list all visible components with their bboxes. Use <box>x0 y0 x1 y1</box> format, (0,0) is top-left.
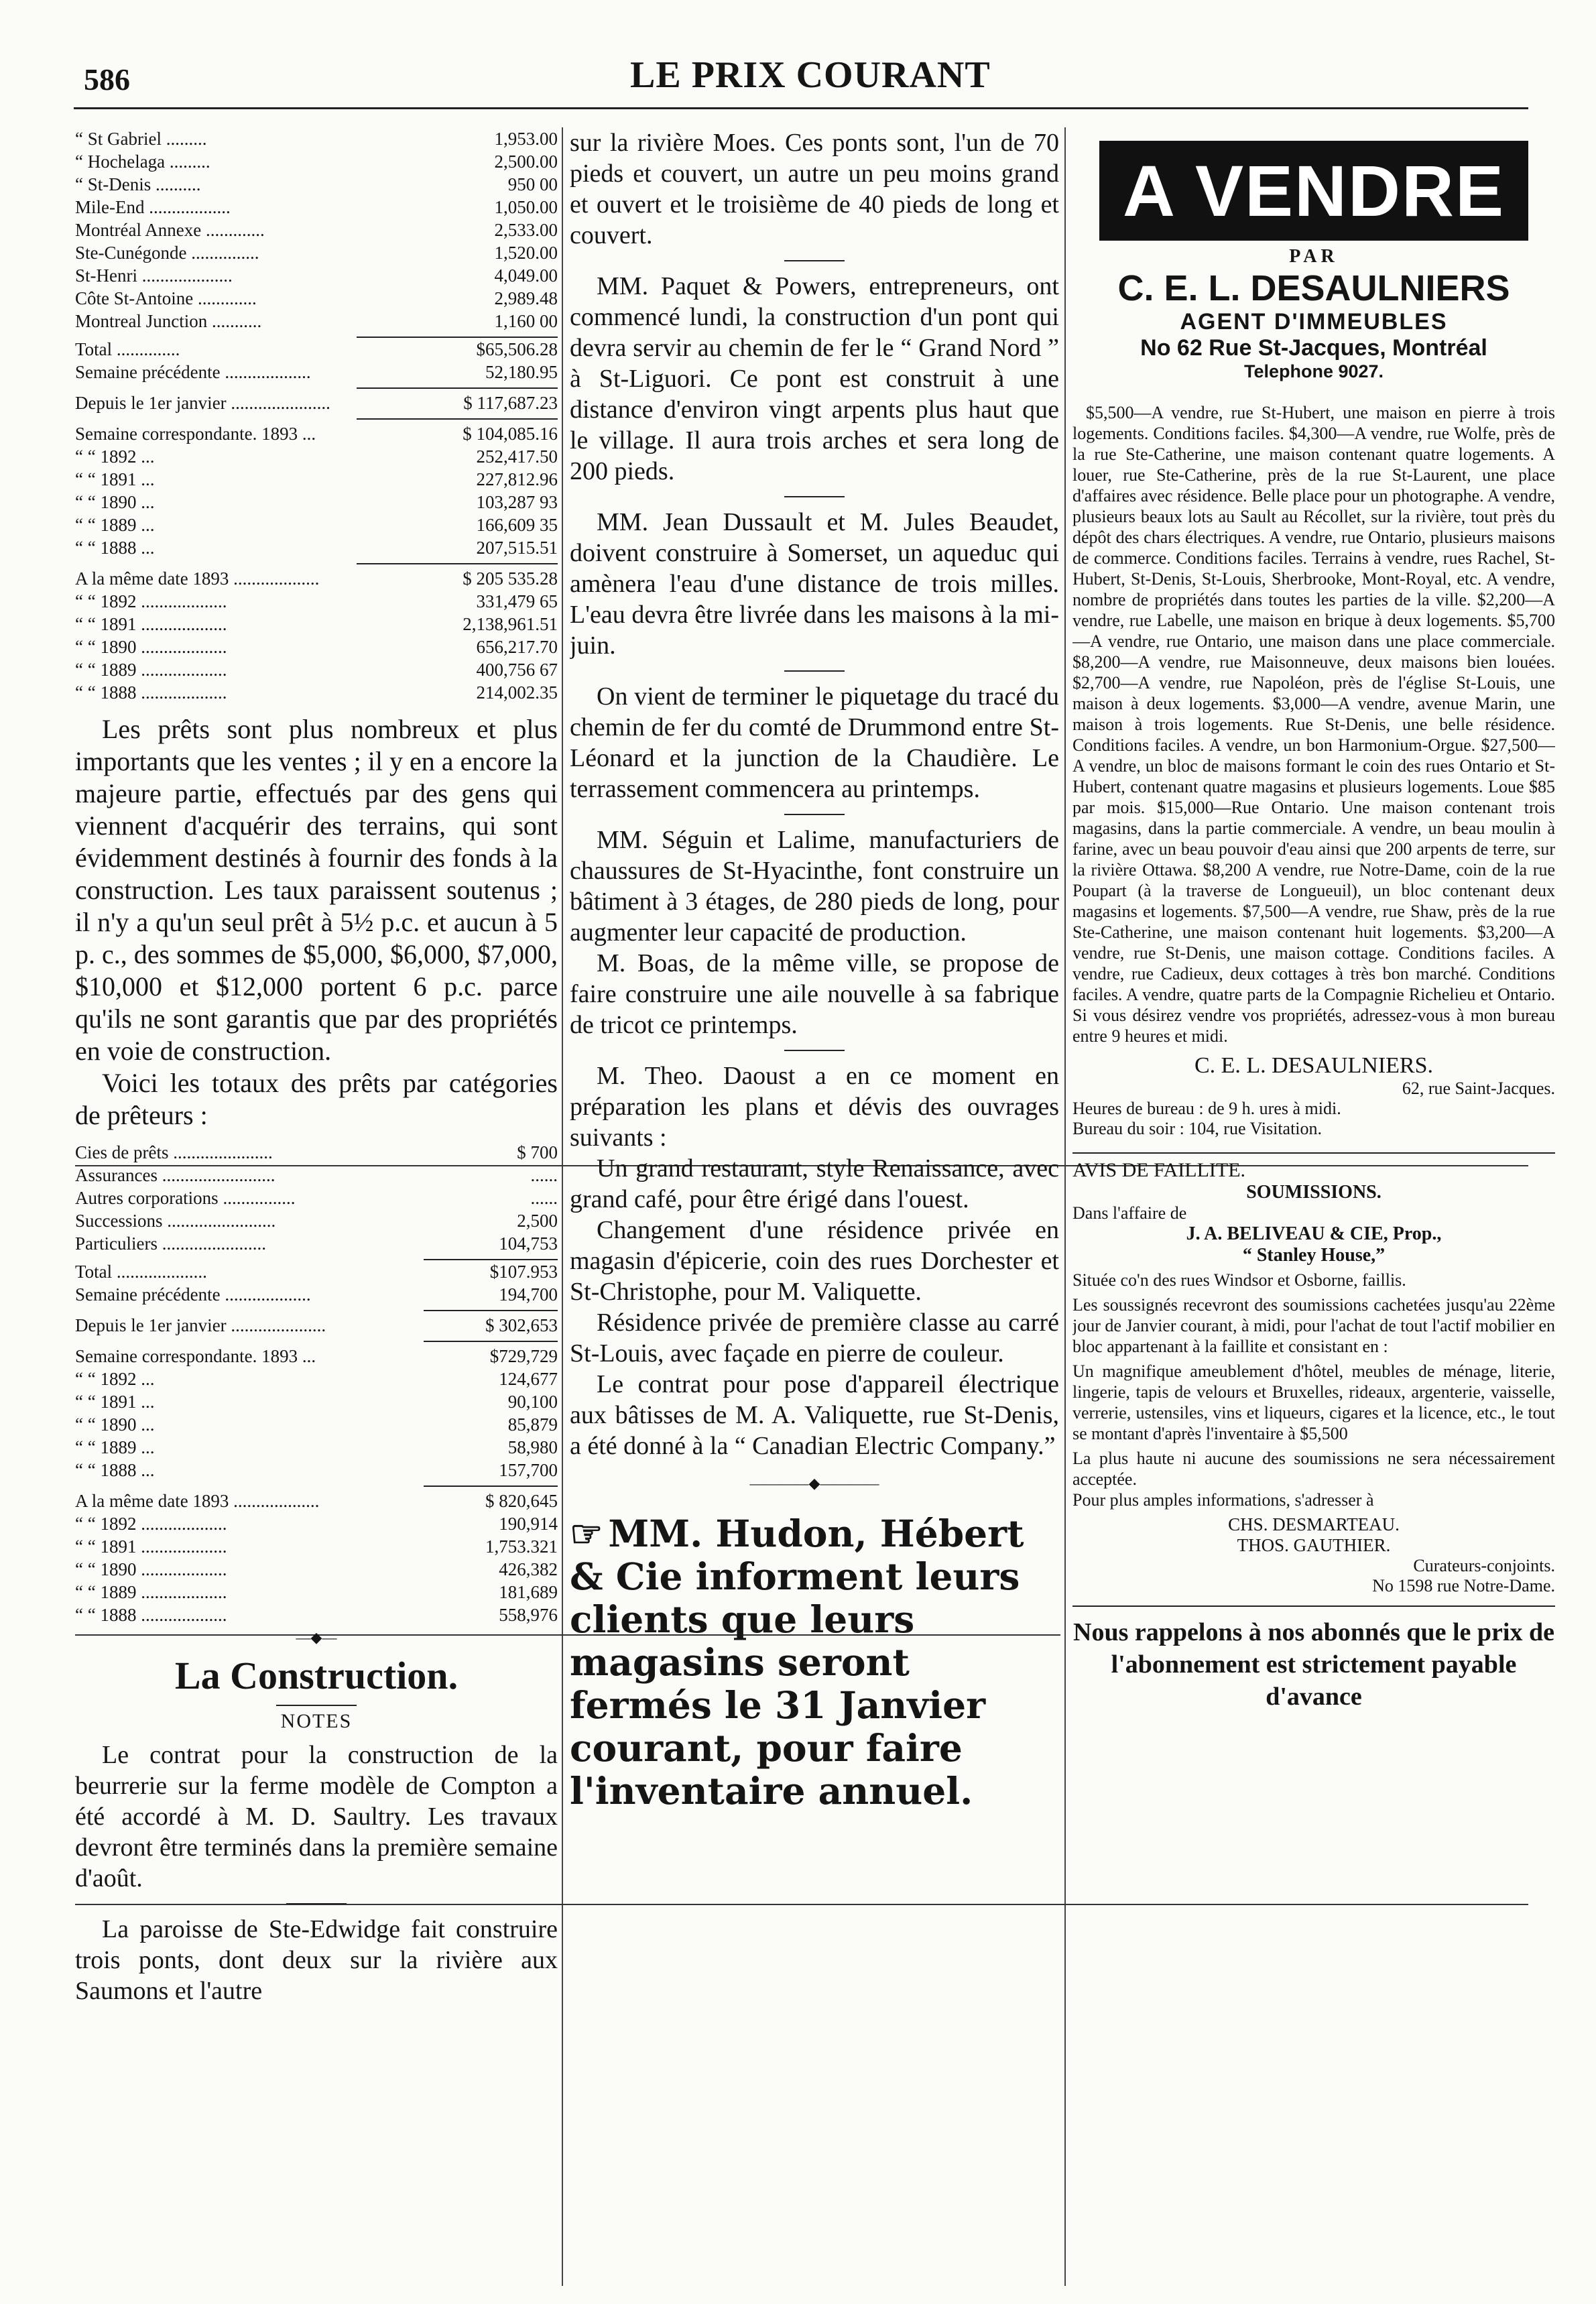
loan-same-value: 558,976 <box>499 1605 558 1625</box>
loan-corr-label: “ “ 1890 ... <box>75 1414 155 1435</box>
sales-corresponding <box>75 422 558 559</box>
par-label: PAR <box>1289 246 1339 267</box>
loan-corr-label: “ “ 1888 ... <box>75 1460 155 1480</box>
sales-table <box>75 127 558 332</box>
ornament: ―◆― <box>296 1629 337 1646</box>
loan-same-row <box>75 1603 558 1626</box>
loan-same-value: 1,753.321 <box>485 1536 558 1557</box>
sale-row <box>75 150 558 173</box>
note-daoust: M. Theo. Daoust a en ce moment en préparation les plans et dévis des ouvrages suivants : <box>570 1062 1059 1152</box>
divider <box>276 1705 357 1706</box>
loan-same-label: “ “ 1892 ................... <box>75 1514 227 1534</box>
loan-corr-value: 124,677 <box>499 1369 558 1389</box>
note-drummond: On vient de terminer le piquetage du tracé du chemin de fer du comté de Drummond entre St-Léonard et la junction de la Chaudière. Le terrassement commencera au printemps. <box>570 682 1059 803</box>
sales-total: Total .............. $65,506.28 <box>75 339 558 359</box>
loan-corr-value: 90,100 <box>507 1392 558 1412</box>
loan-same-value: $ 820,645 <box>485 1491 558 1511</box>
note-restaurant: Un grand restaurant, style Renaissance, avec grand café, pour être érigé dans l'ouest. <box>570 1154 1059 1213</box>
loan-corr-row <box>75 1368 558 1390</box>
soumissions-label: SOUMISSIONS. <box>1246 1182 1382 1203</box>
loans-paragraph: Les prêts sont plus nombreux et plus importants que les ventes ; il y en a encore la majeure partie, effectués par des gens qui viennent d'acquérir des terrains, qui sont évidemment destinés à fournir des fonds à la construction. Les taux paraissent soutenus ; il n'y a qu'un seul prêt à 5½ p.c. et aucun à 5 p. c., des sommes de $5,000, $6,000, $7,000, $10,000 et $12,000 portent 6 p.c. parce qu'ils ne sont garantis que par des propriétés en voie de construction. <box>75 714 558 1066</box>
curator-1: CHS. DESMARTEAU. <box>1228 1514 1400 1534</box>
note-ponts: La paroisse de Ste-Edwidge fait construire trois ponts, dont deux sur la rivière aux Saumons et l'autre <box>75 1915 558 2005</box>
avis-faillite: AVIS DE FAILLITE. <box>1072 1159 1246 1181</box>
note-seguin: MM. Séguin et Lalime, manufacturiers de chaussures de St-Hyacinthe, font construire un bâtiment à 3 étages, de 280 pieds de long, pour augmenter leur capacité de production. <box>570 826 1059 947</box>
a-vendre-banner: A VENDRE <box>1099 141 1528 241</box>
sale-same-value: 2,138,961.51 <box>463 614 558 634</box>
sale-same-row <box>75 590 558 613</box>
sale-row <box>75 241 558 264</box>
loan-value: $ 700 <box>517 1142 558 1162</box>
separator <box>784 260 845 261</box>
loans-prev: Semaine précédente ................... 194,700 <box>75 1284 558 1305</box>
column-2 <box>570 127 1059 2291</box>
column-1 <box>75 127 558 2291</box>
header-rule <box>74 107 1528 109</box>
sale-corr-label: “ “ 1888 ... <box>75 538 155 558</box>
sale-corr-value: 103,287 93 <box>476 492 558 512</box>
sale-label: Montréal Annexe ............. <box>75 220 265 240</box>
sales-same-date <box>75 567 558 704</box>
separator <box>784 670 845 672</box>
sale-same-value: $ 205 535.28 <box>463 568 558 589</box>
loan-corr-value: 85,879 <box>507 1414 558 1435</box>
sale-corr-row <box>75 513 558 536</box>
sale-same-label: “ “ 1892 ................... <box>75 591 227 611</box>
column-3 <box>1072 127 1555 2291</box>
loans-corresponding <box>75 1345 558 1481</box>
sale-value: 1,953.00 <box>494 129 558 149</box>
loan-label: Successions ........................ <box>75 1211 276 1231</box>
loan-corr-row <box>75 1459 558 1481</box>
firm-name: J. A. BELIVEAU & CIE, Prop., <box>1186 1223 1442 1244</box>
loan-corr-row <box>75 1345 558 1368</box>
loan-corr-label: “ “ 1892 ... <box>75 1369 155 1389</box>
sale-same-value: 214,002.35 <box>476 682 558 703</box>
sale-corr-value: 252,417.50 <box>476 446 558 467</box>
sale-label: “ St-Denis .......... <box>75 174 201 194</box>
page-number: 586 <box>84 62 130 97</box>
sale-row <box>75 196 558 219</box>
curator-2: THOS. GAUTHIER. <box>1237 1535 1391 1555</box>
sale-value: 950 00 <box>507 174 558 194</box>
affaire-label: Dans l'affaire de <box>1072 1203 1187 1223</box>
sale-label: Mile-End .................. <box>75 197 231 217</box>
listings: $5,500—A vendre, rue St-Hubert, une maison en pierre à trois logements. Conditions faciles. $4,300—A vendre, rue Wolfe, près de la rue Ste-Catherine, une maison contenant quatre logements. A louer, rue Ste-Catherine, près de la rue St-Laurent, une place d'affaires avec résidence. Belle place pour un photographe. A vendre, plusieurs beaux lots au Sault au Récollet, sur la rivière, tout près du dépôt des chars électriques. A vendre, rue Ontario, plusieurs maisons de commerce. Conditions faciles. Terrains à vendre, rues Rachel, St-Hubert, St-Denis, St-Louis, Sherbrooke, Mont-Royal, etc. A vendre, nombre de propriétés dans toutes les parties de la ville. $2,200—A vendre, rue Labelle, une maison en brique à deux logements. $5,700—A vendre, rue Ontario, une maison dans une place commerciale. $8,200—A vendre, rue Maisonneuve, deux maisons bien louées. $2,700—A vendre, rue Napoléon, près de l'église St-Louis, une maison à deux logements. $3,000—A vendre, avenue Marin, une maison à trois logements. Rue St-Denis, une belle résidence. Conditions faciles. A vendre, un bon Harmonium-Orgue. $27,500—A vendre, un bloc de maisons formant le coin des rues Ontario et St-Hubert, contenant quatre magasins et plusieurs logements. Loue $85 par mois. $15,000—Rue Ontario. Une maison contenant trois magasins, dans la partie commerciale. A vendre, un beau moulin à farine, avec un beau pouvoir d'eau ainsi que 200 arpents de terre, sur la rivière Ottawa. $8,200 A vendre, rue Notre-Dame, coin de la rue Poupart (à la traverse de Longueuil), un bloc contenant deux magasins et logements. $7,500—A vendre, rue Shaw, près de la rue Ste-Catherine, une maison contenant huit logements. $3,200—A vendre, rue St-Denis, une maison cottage. Conditions faciles. A vendre, rue Cadieux, deux cottages à très bon marché. Conditions faciles. A vendre, quatre parts de la Compagnie Richelieu et Ontario. Si vous désirez vendre vos propriétés, adressez-vous à mon bureau entre 9 heures et midi. <box>1072 403 1555 1046</box>
sale-label: St-Henri .................... <box>75 265 233 286</box>
loan-corr-label: “ “ 1891 ... <box>75 1392 155 1412</box>
loan-corr-row <box>75 1436 558 1459</box>
sale-row <box>75 287 558 310</box>
sale-same-value: 400,756 67 <box>476 660 558 680</box>
sale-corr-label: “ “ 1892 ... <box>75 446 155 467</box>
sale-same-label: “ “ 1890 ................... <box>75 637 227 657</box>
loan-row <box>75 1232 558 1255</box>
house-name: “ Stanley House,” <box>1242 1245 1386 1266</box>
loans-same-date <box>75 1490 558 1626</box>
sale-value: 1,160 00 <box>494 311 558 331</box>
curators-label: Curateurs-conjoints. <box>1413 1556 1555 1575</box>
tender-body-2: Un magnifique ameublement d'hôtel, meubles de ménage, literie, lingerie, tapis de velours et Bruxelles, rideaux, argenterie, vaisselle, verrerie, ustensiles, vins et liqueurs, cigares et la licence, etc., le tout se montant d'après l'inventaire à $5,500 <box>1072 1361 1555 1443</box>
sales-since: Depuis le 1er janvier ...................... $ 117,687.23 <box>75 393 558 413</box>
sale-same-row <box>75 681 558 704</box>
sale-corr-row <box>75 422 558 445</box>
sale-value: 2,989.48 <box>494 288 558 308</box>
hudon-notice: ☞ MM. Hudon, Hébert & Cie informent leurs clients que leurs magasins seront fermés le 31 Janvier courant, pour faire l'inventaire annuel. <box>570 1512 1024 1813</box>
loan-same-value: 190,914 <box>499 1514 558 1534</box>
loan-corr-value: 58,980 <box>507 1437 558 1457</box>
sale-corr-value: 227,812.96 <box>476 469 558 489</box>
curators-address: No 1598 rue Notre-Dame. <box>1372 1576 1555 1595</box>
separator <box>784 1050 845 1051</box>
note-residence: Changement d'une résidence privée en magasin d'épicerie, coin des rues Dorchester et St-Christophe, pour M. Valiquette. <box>570 1216 1059 1306</box>
loan-value: 104,753 <box>499 1233 558 1254</box>
loan-same-label: “ “ 1889 ................... <box>75 1582 227 1602</box>
note-beurrerie: Le contrat pour la construction de la beurrerie sur la ferme modèle de Compton a été accordé à M. D. Saultry. Les travaux devront être terminés dans la première semaine d'août. <box>75 1741 558 1892</box>
loan-same-label: “ “ 1891 ................... <box>75 1536 227 1557</box>
sale-row <box>75 173 558 196</box>
column-divider-2 <box>1064 127 1066 2286</box>
subscription-notice: Nous rappelons à nos abonnés que le prix de l'abonnement est strictement payable d'avance <box>1073 1618 1554 1711</box>
signature-name: C. E. L. DESAULNIERS. <box>1194 1053 1434 1078</box>
note-paquet: MM. Paquet & Powers, entrepreneurs, ont commencé lundi, la construction d'un pont qui devra servir au chemin de fer le “ Grand Nord ” à St-Liguori. Ce pont est construit à une distance d'environ vingt arpents plus haut que le village. Il aura trois arches et sera long de 200 pieds. <box>570 272 1059 485</box>
note-carre: Résidence privée de première classe au carré St-Louis, avec façade en pierre de couleur. <box>570 1309 1059 1368</box>
office-hours: Heures de bureau : de 9 h. ures à midi. <box>1072 1099 1341 1118</box>
section-heading: La Construction. <box>174 1654 458 1697</box>
sale-same-label: A la même date 1893 ................... <box>75 568 320 589</box>
loan-same-label: A la même date 1893 ................... <box>75 1491 320 1511</box>
sale-corr-label: “ “ 1890 ... <box>75 492 155 512</box>
sale-corr-label: Semaine correspondante. 1893 ... <box>75 424 316 444</box>
loan-same-row <box>75 1581 558 1603</box>
loan-value: 2,500 <box>517 1211 558 1231</box>
column-divider-1 <box>562 127 563 2286</box>
ornament: ――――◆―――― <box>749 1475 879 1492</box>
pointing-hand-icon: ☞ <box>570 1512 603 1555</box>
sale-same-row <box>75 567 558 590</box>
loan-corr-value: 157,700 <box>499 1460 558 1480</box>
loans-table <box>75 1141 558 1255</box>
sale-label: “ St Gabriel ......... <box>75 129 207 149</box>
sale-same-label: “ “ 1888 ................... <box>75 682 227 703</box>
signature-address: 62, rue Saint-Jacques. <box>1402 1079 1555 1098</box>
sale-label: Montreal Junction ........... <box>75 311 262 331</box>
note-boas: M. Boas, de la même ville, se propose de faire construire une aile nouvelle à sa fabrique de tricot ce printemps. <box>570 949 1059 1039</box>
loan-same-row <box>75 1490 558 1512</box>
loans-since: Depuis le 1er janvier ..................... $ 302,653 <box>75 1315 558 1335</box>
loan-corr-label: “ “ 1889 ... <box>75 1437 155 1457</box>
agent-title: AGENT D'IMMEUBLES <box>1180 309 1448 335</box>
loan-same-row <box>75 1512 558 1535</box>
sale-value: 2,533.00 <box>494 220 558 240</box>
loan-same-label: “ “ 1888 ................... <box>75 1605 227 1625</box>
sale-corr-label: “ “ 1891 ... <box>75 469 155 489</box>
separator <box>784 496 845 497</box>
loan-label: Particuliers ....................... <box>75 1233 266 1254</box>
sale-label: Côte St-Antoine ............. <box>75 288 257 308</box>
loan-label: Autres corporations ................ <box>75 1188 296 1208</box>
sale-row <box>75 264 558 287</box>
tender-body-1: Les soussignés recevront des soumissions cachetées jusqu'au 22ème jour de Janvier courant, à midi, pour l'achat de tout l'actif mobilier en bloc appartenant à la faillite et consistant en : <box>1072 1295 1555 1356</box>
sale-corr-value: 207,515.51 <box>476 538 558 558</box>
sale-same-value: 656,217.70 <box>476 637 558 657</box>
agent-phone: Telephone 9027. <box>1243 361 1384 381</box>
note-electric: Le contrat pour pose d'appareil électrique aux bâtisses de M. A. Valiquette, rue St-Denis, a été donné à la “ Canadian Electric Company.” <box>570 1370 1059 1460</box>
note-dussault: MM. Jean Dussault et M. Jules Beaudet, doivent construire à Somerset, un aqueduc qui amènera l'eau d'une distance de trois milles. L'eau devra être livrée dans les maisons à la mi-juin. <box>570 508 1059 660</box>
sales-prev: Semaine précédente ................... 52,180.95 <box>75 362 558 382</box>
loan-same-value: 181,689 <box>499 1582 558 1602</box>
loan-row <box>75 1209 558 1232</box>
sale-corr-value: 166,609 35 <box>476 515 558 535</box>
notes-label: NOTES <box>280 1710 353 1732</box>
sale-same-label: “ “ 1889 ................... <box>75 660 227 680</box>
tender-body-4: Pour plus amples informations, s'adresser à <box>1072 1490 1374 1510</box>
evening-office: Bureau du soir : 104, rue Visitation. <box>1072 1119 1323 1138</box>
loan-row <box>75 1164 558 1187</box>
loan-label: Assurances ......................... <box>75 1165 275 1185</box>
sale-value: 2,500.00 <box>494 151 558 172</box>
loan-corr-label: Semaine correspondante. 1893 ... <box>75 1346 316 1366</box>
agent-name: C. E. L. DESAULNIERS <box>1117 268 1510 308</box>
loan-value: ...... <box>530 1188 558 1208</box>
separator <box>784 814 845 815</box>
sale-label: “ Hochelaga ......... <box>75 151 210 172</box>
agent-address: No 62 Rue St-Jacques, Montréal <box>1140 335 1487 361</box>
sale-value: 4,049.00 <box>494 265 558 286</box>
sale-label: Ste-Cunégonde ............... <box>75 243 259 263</box>
loan-value: ...... <box>530 1165 558 1185</box>
loan-corr-row <box>75 1413 558 1436</box>
loans-total: Total .................... $107.953 <box>75 1262 558 1282</box>
loan-label: Cies de prêts ...................... <box>75 1142 273 1162</box>
sale-row <box>75 310 558 332</box>
loan-same-label: “ “ 1890 ................... <box>75 1559 227 1579</box>
sale-row <box>75 219 558 241</box>
sale-same-value: 331,479 65 <box>476 591 558 611</box>
loan-corr-row <box>75 1390 558 1413</box>
sale-same-row <box>75 613 558 635</box>
sale-same-row <box>75 658 558 681</box>
loan-row <box>75 1141 558 1164</box>
separator <box>286 1903 347 1904</box>
sale-same-row <box>75 635 558 658</box>
sale-same-label: “ “ 1891 ................... <box>75 614 227 634</box>
journal-title: LE PRIX COURANT <box>630 54 991 96</box>
sale-value: 1,520.00 <box>494 243 558 263</box>
sale-corr-row <box>75 445 558 468</box>
loan-same-row <box>75 1535 558 1558</box>
sale-corr-row <box>75 491 558 513</box>
loans-intro: Voici les totaux des prêts par catégories de prêteurs : <box>75 1068 558 1130</box>
sale-corr-label: “ “ 1889 ... <box>75 515 155 535</box>
loan-row <box>75 1187 558 1209</box>
note-moes: sur la rivière Moes. Ces ponts sont, l'un de 70 pieds et couvert, un autre un peu moins grand et ouvert et le troisième de 40 pieds de long et couvert. <box>570 129 1059 249</box>
sale-value: 1,050.00 <box>494 197 558 217</box>
sale-corr-row <box>75 468 558 491</box>
sale-corr-value: $ 104,085.16 <box>463 424 558 444</box>
loan-corr-value: $729,729 <box>489 1346 558 1366</box>
sale-row <box>75 127 558 150</box>
loan-same-value: 426,382 <box>499 1559 558 1579</box>
loan-same-row <box>75 1558 558 1581</box>
sale-corr-row <box>75 536 558 559</box>
situee: Située co'n des rues Windsor et Osborne, faillis. <box>1072 1270 1406 1290</box>
tender-body-3: La plus haute ni aucune des soumissions ne sera nécessairement acceptée. <box>1072 1449 1555 1489</box>
